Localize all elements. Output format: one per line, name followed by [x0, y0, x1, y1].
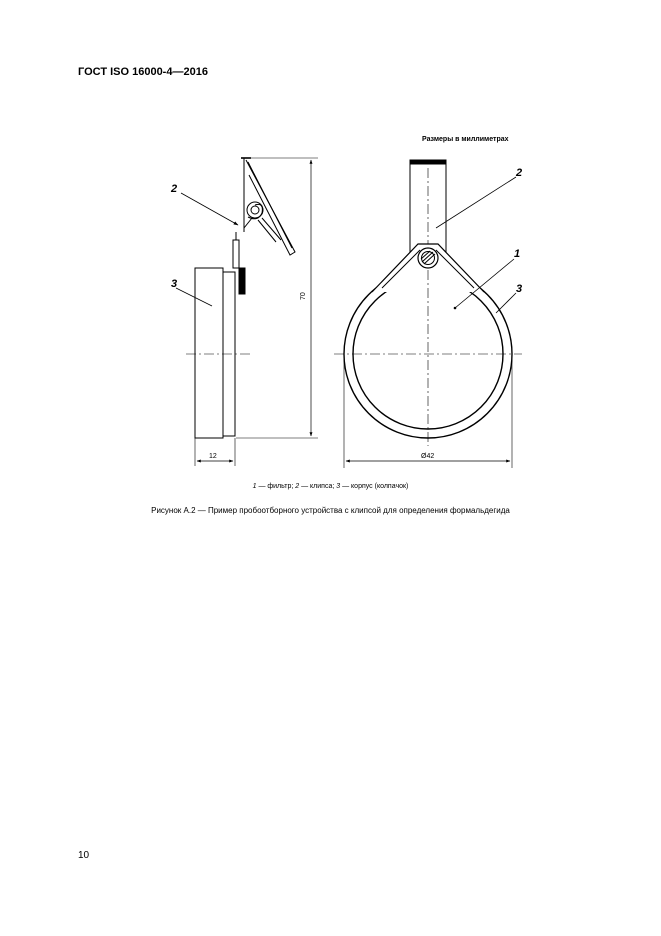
callout-clip-side: 2 — [171, 183, 178, 195]
front-view — [334, 160, 522, 468]
callout-filter-front: 1 — [514, 248, 521, 260]
legend-text-3: — корпус (колпачок) — [340, 483, 409, 490]
side-view — [176, 158, 318, 466]
legend-num-2: 2 — [295, 483, 300, 490]
callout-clip-front: 2 — [516, 167, 523, 179]
dimension-depth: 12 — [209, 453, 217, 460]
units-note: Размеры в миллиметрах — [422, 136, 509, 143]
figure-caption: Рисунок А.2 — Пример пробоотборного устройства с клипсой для определения формальдегида — [151, 506, 510, 515]
dimension-diameter: Ø42 — [421, 453, 435, 460]
legend-num-3: 3 — [336, 483, 341, 490]
legend-num-1: 1 — [252, 483, 257, 490]
document-header: ГОСТ ISO 16000-4—2016 — [78, 66, 208, 78]
figure-legend — [0, 483, 661, 490]
callout-body-side: 3 — [171, 278, 178, 290]
page-number: 10 — [78, 850, 90, 861]
legend-text-1: — фильтр; — [256, 483, 296, 490]
legend-text-2: — клипса; — [299, 483, 337, 490]
callout-body-front: 3 — [516, 283, 523, 295]
dimension-height: 70 — [300, 292, 307, 300]
